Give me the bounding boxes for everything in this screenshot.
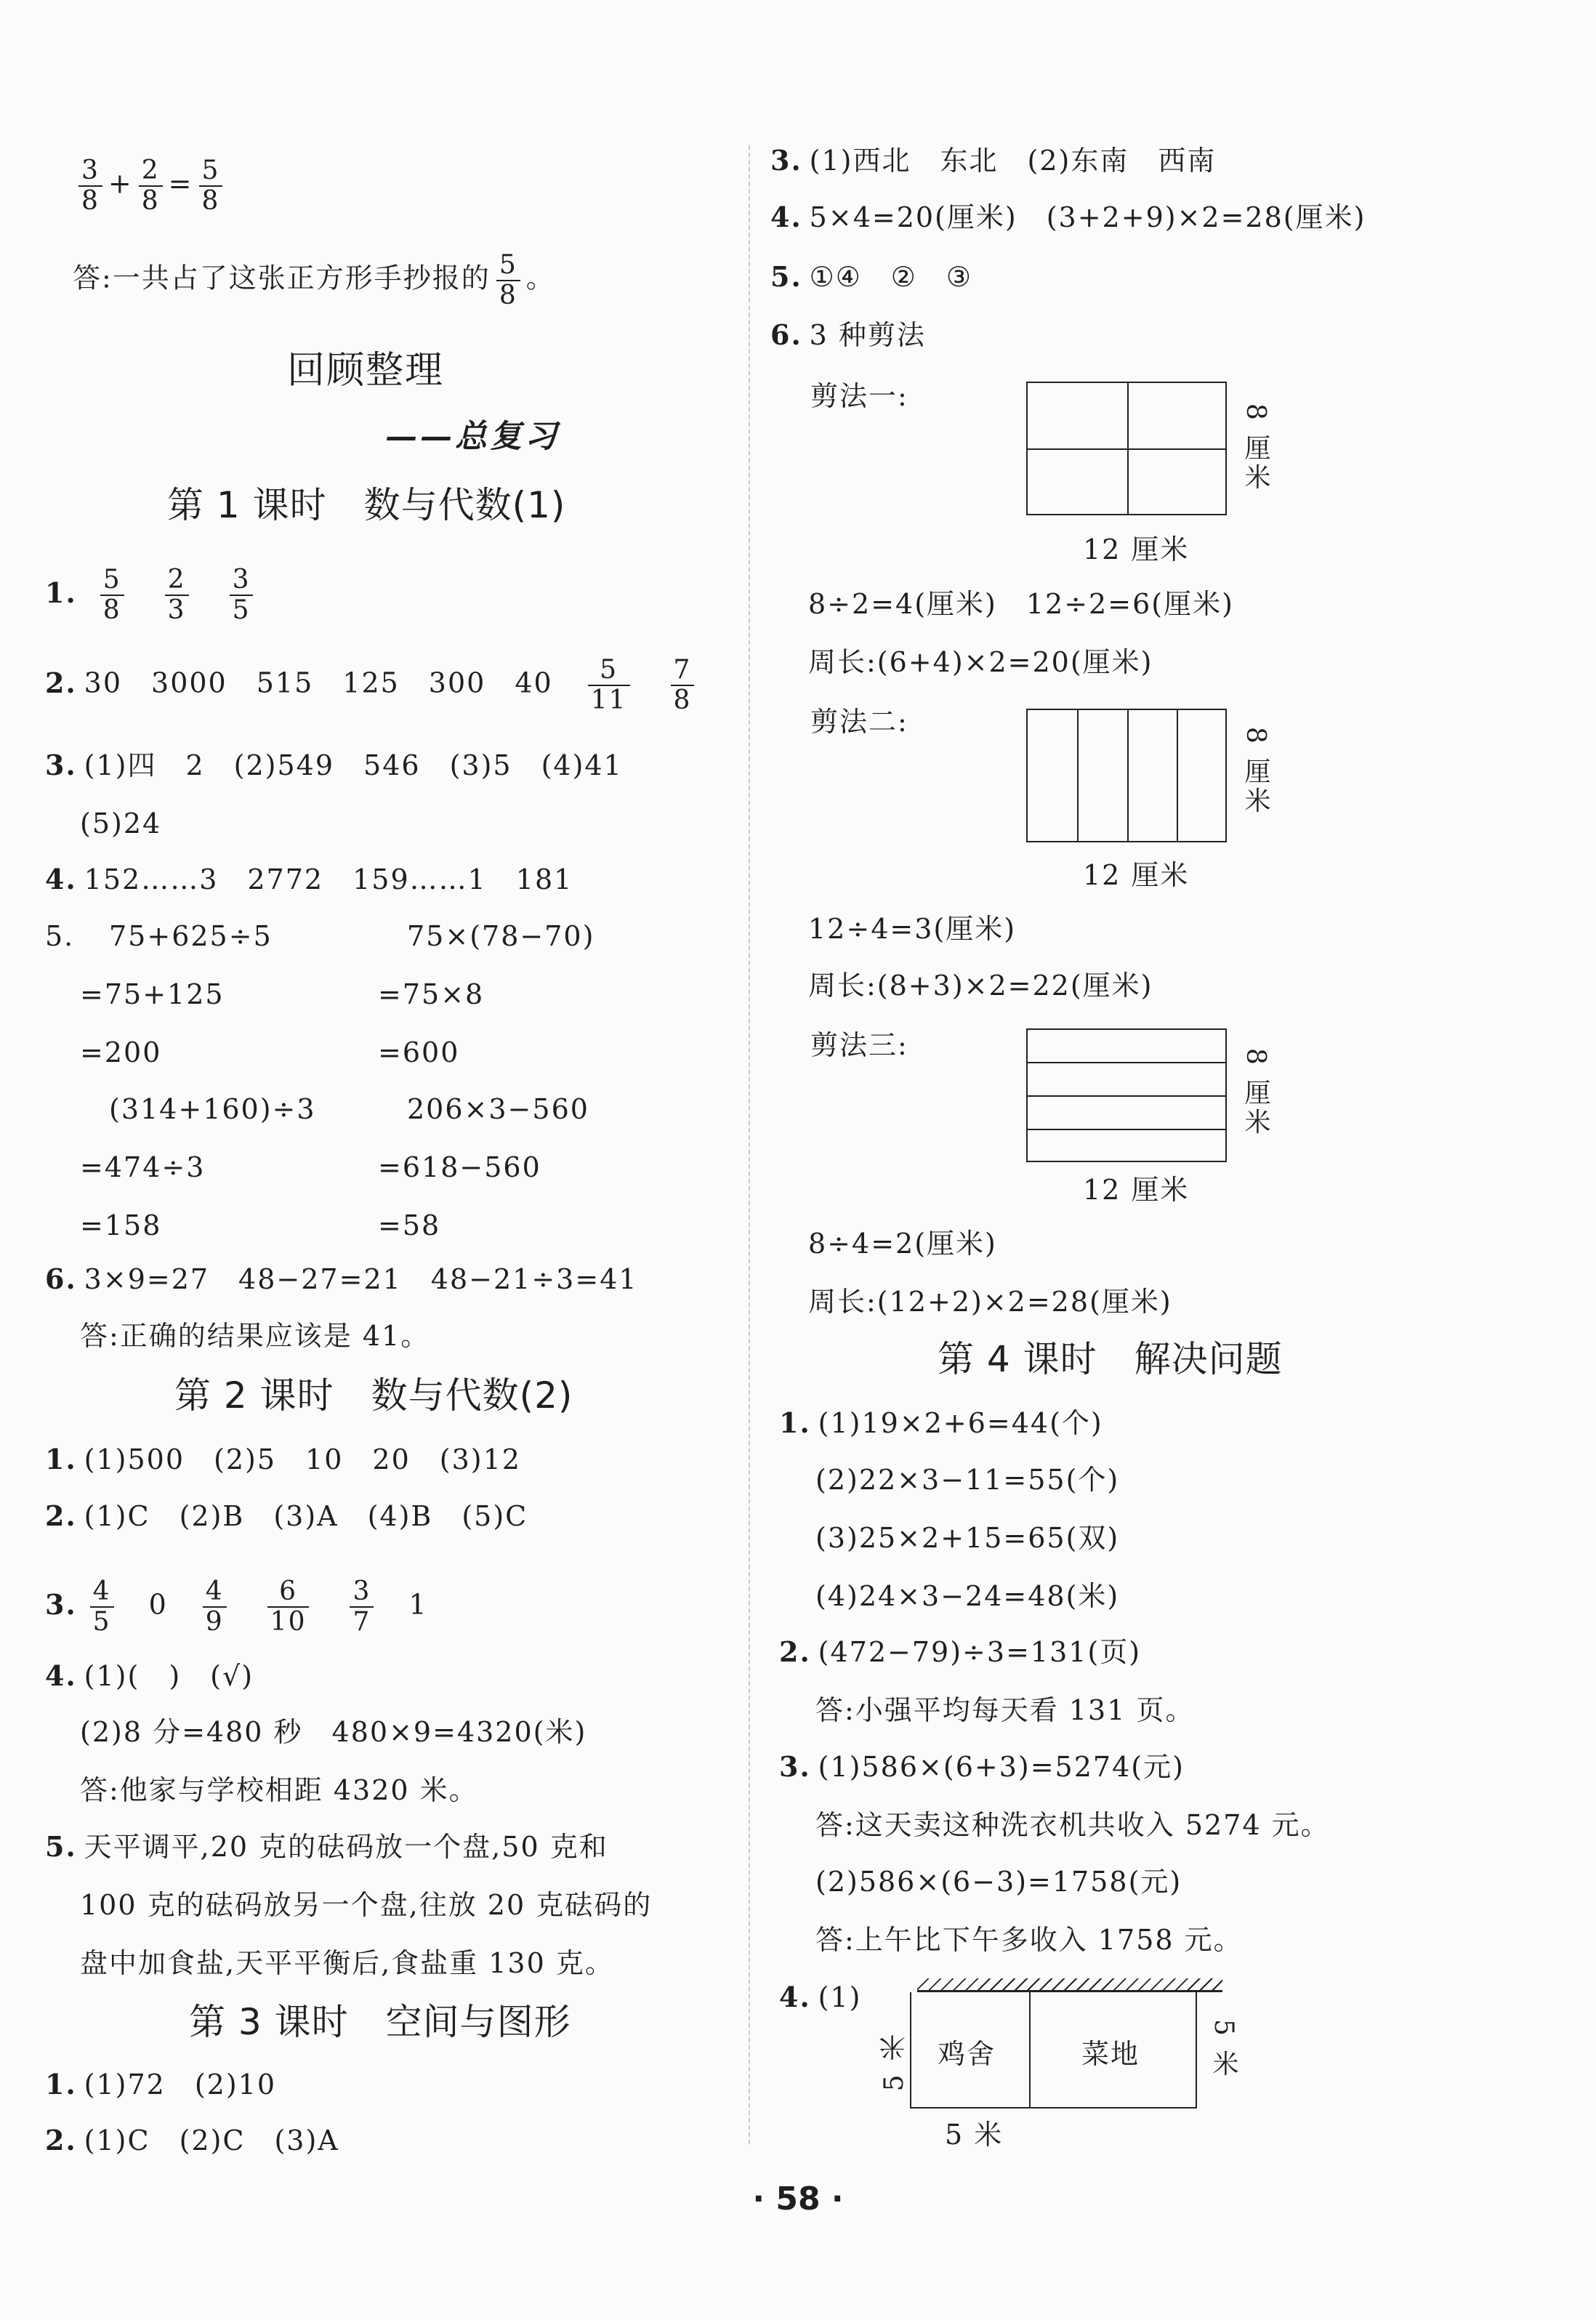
fraction: $\frac{4}{5}$ [90, 1577, 114, 1637]
calc-step: 75×(78−70) [407, 920, 595, 952]
cut2-calc: 12÷4=3(厘米) [808, 913, 1017, 945]
lesson1-q2: 2. 30 3000 515 125 300 40 $\frac{5}{11}$ $\frac{7}{8}$ [45, 656, 700, 715]
cut3-height-label: 8 厘米 [1241, 1048, 1270, 1137]
calc-step: (4)24×3−24=48(米) [815, 1580, 1120, 1612]
cut1-label: 剪法一: [810, 380, 908, 412]
lesson4-q2: 2. (472−79)÷3=131(页) [779, 1635, 1142, 1668]
coop-label: 鸡舍 [938, 2038, 996, 2070]
calc-step: =75×8 [378, 978, 485, 1010]
calc-step: (3)25×2+15=65(双) [815, 1522, 1120, 1554]
page-number: · 58 · [752, 2180, 844, 2218]
bottom-side-label: 5 米 [945, 2119, 1004, 2151]
lesson1-title: 第 1 课时 数与代数(1) [167, 484, 566, 526]
cut3-width-label: 12 厘米 [1083, 1174, 1190, 1206]
calc-step: =618−560 [378, 1151, 541, 1183]
lesson2-q5: 5. 天平调平,20 克的砝码放一个盘,50 克和 [45, 1830, 608, 1863]
lesson2-q3: 3. $\frac{4}{5}$ 0 $\frac{4}{9}$ $\frac{6}{10}$ $\frac{3}{7}$ 1 [45, 1576, 428, 1637]
cut3-perimeter: 周长:(12+2)×2=28(厘米) [808, 1286, 1172, 1318]
cut2-diagram [1026, 709, 1227, 842]
cut2-perimeter: 周长:(8+3)×2=22(厘米) [808, 970, 1153, 1002]
lesson3-title: 第 3 课时 空间与图形 [189, 2001, 571, 2043]
calc-step: 75+625÷5 [109, 920, 273, 952]
calc-step: (2)8 分=480 秒 480×9=4320(米) [80, 1716, 587, 1748]
cut1-diagram [1026, 382, 1227, 515]
right-q6: 6. 3 种剪法 [770, 318, 926, 351]
answer-line: 答:这天卖这种洗衣机共收入 5274 元。 [815, 1809, 1330, 1841]
answer-line: 答:他家与学校相距 4320 米。 [80, 1774, 478, 1806]
calc-step: =58 [378, 1209, 441, 1241]
calc-step: (2)22×3−11=55(个) [815, 1464, 1120, 1496]
lesson4-q4: 4. (1) [779, 1981, 862, 2013]
lesson2-title: 第 2 课时 数与代数(2) [174, 1374, 573, 1417]
right-side-label: 5 米 [1209, 2019, 1238, 2079]
right-q4: 4. 5×4=20(厘米) (3+2+9)×2=28(厘米) [770, 201, 1366, 233]
lesson4-title: 第 4 课时 解决问题 [938, 1338, 1283, 1380]
calc-step: =474÷3 [80, 1151, 206, 1183]
right-q3: 3. (1)西北 东北 (2)东南 西南 [770, 144, 1217, 177]
fraction: $\frac{5}{8}$ [199, 156, 223, 216]
cut2-height-label: 8 厘米 [1241, 727, 1270, 816]
fraction: $\frac{3}{8}$ [78, 156, 102, 216]
lesson4-q3: 3. (1)586×(6+3)=5274(元) [779, 1750, 1185, 1783]
answer-line: 答:正确的结果应该是 41。 [80, 1320, 430, 1352]
cut2-label: 剪法二: [810, 706, 908, 738]
cut3-calc: 8÷4=2(厘米) [808, 1228, 997, 1260]
lesson2-q2: 2. (1)C (2)B (3)A (4)B (5)C [45, 1499, 528, 1532]
cut2-width-label: 12 厘米 [1083, 859, 1190, 891]
answer-line: 答:一共占了这张正方形手抄报的 $\frac{5}{8}$ 。 [73, 250, 555, 310]
fraction: $\frac{3}{7}$ [350, 1577, 374, 1637]
answer-line: 答:小强平均每天看 131 页。 [815, 1694, 1195, 1726]
answer-line: 答:上午比下午多收入 1758 元。 [815, 1924, 1243, 1956]
lesson2-q1: 1. (1)500 (2)5 10 20 (3)12 [45, 1443, 521, 1475]
calc-step: =200 [80, 1036, 162, 1068]
lesson1-q3: 3. (1)四 2 (2)549 546 (3)5 (4)41 [45, 749, 623, 781]
left-side-label: 5 米 [879, 2031, 909, 2092]
fraction: $\frac{5}{8}$ [496, 251, 520, 310]
calc-step: =158 [80, 1209, 162, 1241]
calc-step: =600 [378, 1036, 460, 1068]
cut1-width-label: 12 厘米 [1083, 533, 1190, 565]
lesson1-q5-number: 5. [45, 920, 75, 952]
calc-step: =75+125 [80, 978, 225, 1010]
text-line: 盘中加食盐,天平平衡后,食盐重 130 克。 [80, 1947, 614, 1979]
cut1-calc: 8÷2=4(厘米) 12÷2=6(厘米) [808, 588, 1234, 620]
lesson2-q4: 4. (1)( ) (√) [45, 1659, 254, 1692]
fraction: $\frac{7}{8}$ [671, 656, 695, 715]
vegetable-plot-label: 菜地 [1081, 2038, 1140, 2070]
fraction: $\frac{4}{9}$ [203, 1577, 227, 1637]
calc-step: 206×3−560 [407, 1093, 589, 1125]
fraction: $\frac{2}{3}$ [165, 565, 189, 625]
lesson3-q1: 1. (1)72 (2)10 [45, 2068, 277, 2101]
cut1-height-label: 8 厘米 [1241, 403, 1270, 493]
fraction: $\frac{3}{5}$ [230, 565, 254, 625]
fraction: $\frac{6}{10}$ [267, 1577, 310, 1637]
calc-step: (314+160)÷3 [109, 1093, 316, 1125]
cut3-label: 剪法三: [810, 1029, 908, 1061]
cut1-perimeter: 周长:(6+4)×2=20(厘米) [808, 646, 1153, 678]
lesson4-q1: 1. (1)19×2+6=44(个) [779, 1406, 1103, 1439]
lesson1-q4: 4. 152……3 2772 159……1 181 [45, 863, 573, 895]
column-divider [749, 145, 750, 2144]
lesson3-q2: 2. (1)C (2)C (3)A [45, 2124, 339, 2156]
fraction-equation: $\frac{3}{8}$ + $\frac{2}{8}$ = $\frac{5}{8}$ [73, 156, 228, 216]
review-subtitle: ——总复习 [385, 418, 560, 455]
fraction: $\frac{5}{11}$ [588, 656, 630, 715]
cut3-diagram [1026, 1028, 1227, 1162]
fraction: $\frac{2}{8}$ [139, 156, 163, 216]
review-title: 回顾整理 [287, 349, 445, 392]
lesson1-q1: 1. $\frac{5}{8}$ $\frac{2}{3}$ $\frac{3}{5}$ [45, 565, 259, 625]
lesson1-q3-line2: (5)24 [80, 807, 162, 839]
fraction: $\frac{5}{8}$ [100, 565, 124, 625]
text-line: 100 克的砝码放另一个盘,往放 20 克砝码的 [80, 1889, 653, 1921]
right-q5: 5. ①④ ② ③ [770, 260, 972, 293]
wall-hatching [917, 1978, 1222, 1992]
calc-step: (2)586×(6−3)=1758(元) [815, 1866, 1182, 1898]
lesson1-q6: 6. 3×9=27 48−27=21 48−21÷3=41 [45, 1262, 638, 1295]
